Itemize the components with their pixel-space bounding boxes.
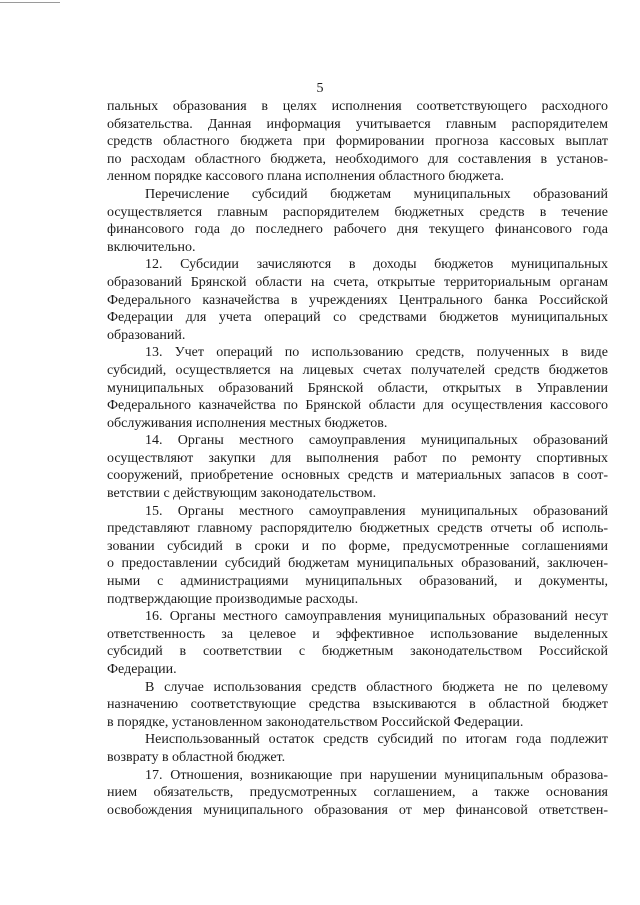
text-line: пальных образования в целях исполнения соответствующего расходного: [107, 99, 608, 114]
text-line: Федерации.: [107, 662, 177, 677]
text-line: образований.: [107, 327, 186, 343]
text-line: сооружений, приобретение основных средств и материальных запасов в соот-: [107, 468, 608, 484]
text-line: муниципальных образований Брянской области, открытых в Управлении: [107, 380, 608, 396]
text-line: назначению соответствующие средства взыскиваются в областной бюджет: [107, 697, 608, 713]
text-line: Федерального казначейства по Брянской области для осуществления кассового: [107, 398, 608, 414]
page-number: 5: [316, 81, 324, 96]
text-line: субсидий, осуществляется на лицевых счетах получателей средств бюджетов: [107, 362, 608, 378]
text-line: о предоставлении субсидий бюджетам муниципальных образований, заключен-: [107, 556, 608, 572]
text-line: обязательства. Данная информация учитывается главным распорядителем: [107, 116, 608, 132]
top-edge-rule: [0, 2, 60, 3]
text-line: по расходам областного бюджета, необходимого для составления в установ-: [107, 151, 608, 167]
text-line: 16. Органы местного самоуправления муниципальных образований несут: [145, 609, 608, 625]
text-line: 13. Учет операций по использованию средств, полученных в виде: [145, 345, 608, 361]
text-line: представляют главному распорядителю бюджетных средств отчеты об исполь-: [107, 521, 608, 537]
text-line: нием обязательств, предусмотренных соглашением, а также основания: [107, 785, 608, 801]
text-line: 14. Органы местного самоуправления муниципальных образований: [145, 433, 608, 449]
text-line: 17. Отношения, возникающие при нарушении муниципальным образова-: [145, 767, 608, 783]
text-line: ветствии с действующим законодательством.: [107, 486, 377, 502]
text-line: в порядке, установленном законодательством Российской Федерации.: [107, 714, 524, 730]
text-line: подтверждающие производимые расходы.: [107, 591, 359, 607]
text-line: Федерации для учета операций со средствами бюджетов муниципальных: [107, 310, 608, 326]
text-line: 12. Субсидии зачисляются в доходы бюджетов муниципальных: [145, 257, 608, 273]
text-line: включительно.: [107, 239, 196, 255]
text-line: ными с администрациями муниципальных образований, и документы,: [107, 574, 608, 590]
text-line: зовании субсидий в сроки и по форме, предусмотренные соглашениями: [107, 538, 608, 554]
text-line: Неиспользованный остаток средств субсидий по итогам года подлежит: [145, 732, 608, 748]
text-line: ленном порядке кассового плана исполнения областного бюджета.: [107, 169, 505, 185]
text-line: средств областного бюджета при формировании прогноза кассовых выплат: [107, 134, 608, 150]
text-line: ответственность за целевое и эффективное использование выделенных: [107, 626, 608, 642]
text-line: Федерального казначейства в учреждениях Центрального банка Российской: [107, 292, 608, 308]
text-line: освобождения муниципального образования от мер финансовой ответствен-: [107, 802, 608, 818]
text-line: возврату в областной бюджет.: [107, 749, 286, 765]
text-line: обслуживания исполнения местных бюджетов.: [107, 415, 388, 431]
text-line: 15. Органы местного самоуправления муниципальных образований: [145, 503, 608, 519]
text-line: образований Брянской области на счета, открытые территориальным органам: [107, 274, 608, 290]
text-line: осуществляется главным распорядителем бюджетных средств в течение: [107, 204, 608, 220]
text-line: осуществляют закупки для выполнения работ по ремонту спортивных: [107, 450, 608, 466]
text-line: финансового года до последнего рабочего дня текущего финансового года: [107, 222, 608, 238]
document-body: [107, 98, 608, 819]
text-line: субсидий в соответствии с бюджетным законодательством Российской: [107, 644, 608, 660]
text-line: Перечисление субсидий бюджетам муниципальных образований: [145, 186, 608, 202]
text-line: В случае использования средств областного бюджета не по целевому: [145, 679, 608, 695]
